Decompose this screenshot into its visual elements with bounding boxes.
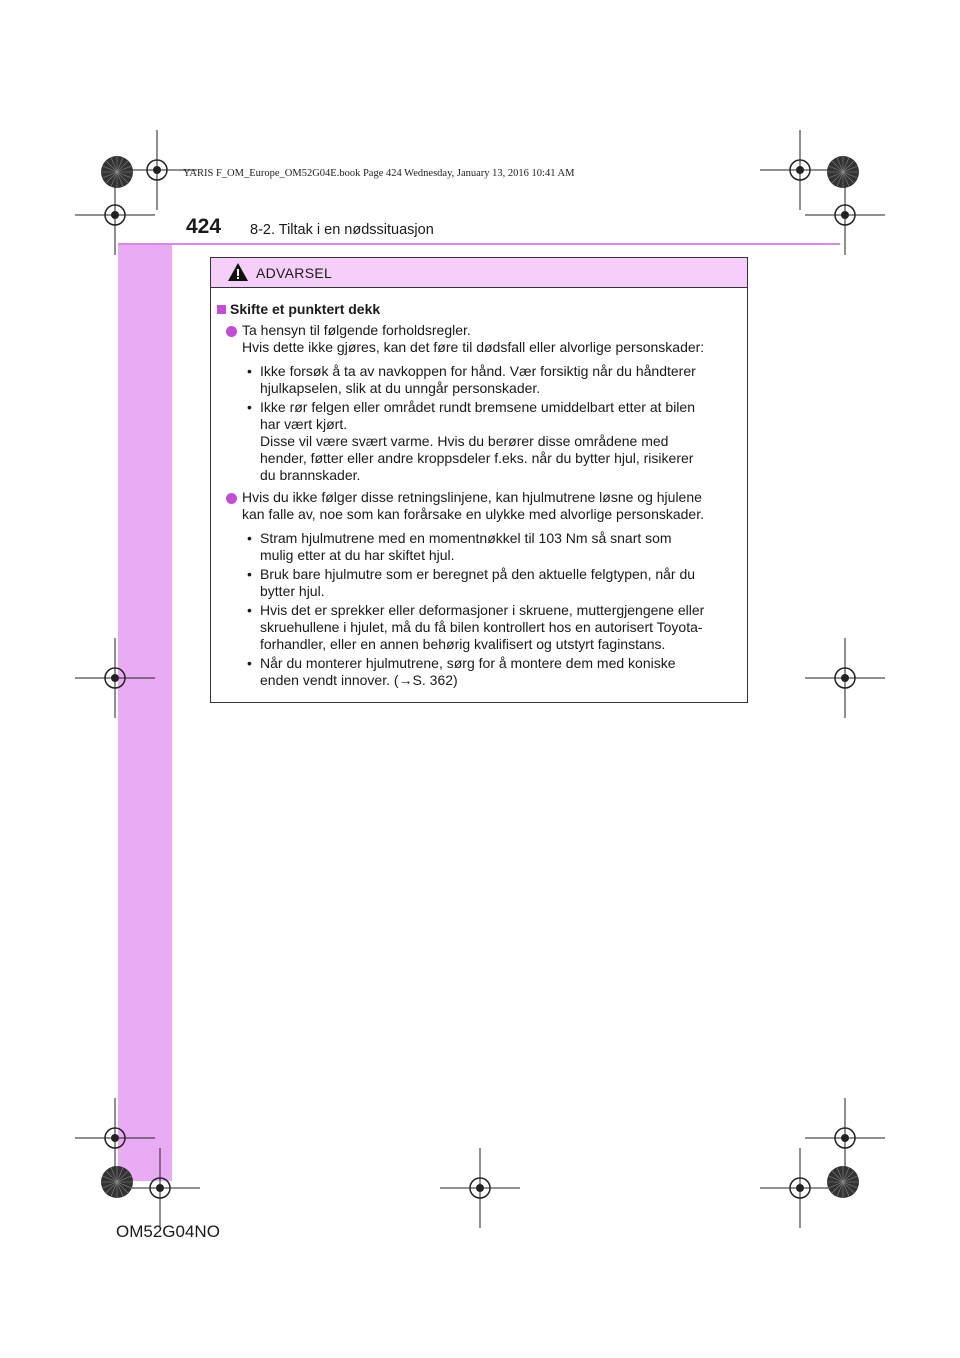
warning-box — [210, 257, 748, 703]
bullet2-line1: Hvis du ikke følger disse retningslinjene, kan hjulmutrene løsne og hjulene — [242, 489, 702, 505]
warning-triangle-icon — [227, 262, 249, 287]
registration-mark-icon — [440, 1148, 520, 1228]
bullet2-line2: kan falle av, noe som kan forårsake en ulykke med alvorlige personskader. — [242, 506, 704, 522]
b2-sub1-line1: Stram hjulmutrene med en momentnøkkel til 103 Nm så snart som — [260, 530, 672, 546]
starburst-target-icon — [100, 1165, 134, 1199]
b2-sub2-line2: bytter hjul. — [260, 583, 325, 599]
b2-sub3-line2: skruehullene i hjulet, må du få bilen kontrollert hos en autorisert Toyota- — [260, 619, 703, 635]
sub-bullet: • — [247, 655, 252, 671]
starburst-target-icon — [100, 155, 134, 189]
sub-bullet: • — [247, 566, 252, 582]
warning-heading: Skifte et punktert dekk — [230, 301, 381, 317]
bullet1-line2: Hvis dette ikke gjøres, kan det føre til dødsfall eller alvorlige personskader: — [242, 339, 705, 355]
b2-sub1-line2: mulig etter at du har skiftet hjul. — [260, 547, 455, 563]
b1-sub2-line2: har vært kjørt. — [260, 416, 348, 432]
sub-bullet: • — [247, 363, 252, 379]
bullet-dot-icon — [226, 493, 237, 504]
b2-sub4-line1: Når du monterer hjulmutrene, sørg for å montere dem med koniske — [260, 655, 676, 671]
registration-mark-icon — [805, 638, 885, 718]
bullet-dot-icon — [226, 326, 237, 337]
header-rule — [118, 243, 840, 245]
b2-sub3-line1: Hvis det er sprekker eller deformasjoner i skruene, muttergjengene eller — [260, 602, 705, 618]
b2-sub4-line2: enden vendt innover. (→S. 362) — [260, 672, 458, 688]
bullet1-line1: Ta hensyn til følgende forholdsregler. — [242, 322, 471, 338]
starburst-target-icon — [826, 155, 860, 189]
b1-sub1-line2: hjulkapselen, slik at du unngår personskader. — [260, 380, 541, 396]
b1-sub2-line5: du brannskader. — [260, 467, 361, 483]
b1-sub2-line4: hender, føtter eller andre kroppsdeler f.eks. når du bytter hjul, risikerer — [260, 450, 694, 466]
b1-sub2-line1: Ikke rør felgen eller området rundt bremsene umiddelbart etter at bilen — [260, 399, 695, 415]
starburst-target-icon — [826, 1165, 860, 1199]
sub-bullet: • — [247, 602, 252, 618]
registration-mark-icon — [75, 638, 155, 718]
warning-header — [211, 258, 747, 288]
document-code: OM52G04NO — [116, 1222, 220, 1241]
sub-bullet: • — [247, 530, 252, 546]
b1-sub1-line1: Ikke forsøk å ta av navkoppen for hånd. Vær forsiktig når du håndterer — [260, 363, 696, 379]
b1-sub2-line3: Disse vil være svært varme. Hvis du berører disse områdene med — [260, 433, 669, 449]
b2-sub3-line3: forhandler, eller en annen behørig kvalifisert og utstyrt faginstans. — [260, 636, 666, 652]
section-title: 8-2. Tiltak i en nødssituasjon — [250, 222, 434, 238]
file-info: YARIS F_OM_Europe_OM52G04E.book Page 424 Wednesday, January 13, 2016 10:41 AM — [183, 168, 575, 179]
heading-square-icon — [217, 305, 226, 314]
page-number: 424 — [186, 215, 222, 238]
sub-bullet: • — [247, 399, 252, 415]
warning-title: ADVARSEL — [256, 265, 333, 281]
b2-sub2-line1: Bruk bare hjulmutre som er beregnet på den aktuelle felgtypen, når du — [260, 566, 696, 582]
